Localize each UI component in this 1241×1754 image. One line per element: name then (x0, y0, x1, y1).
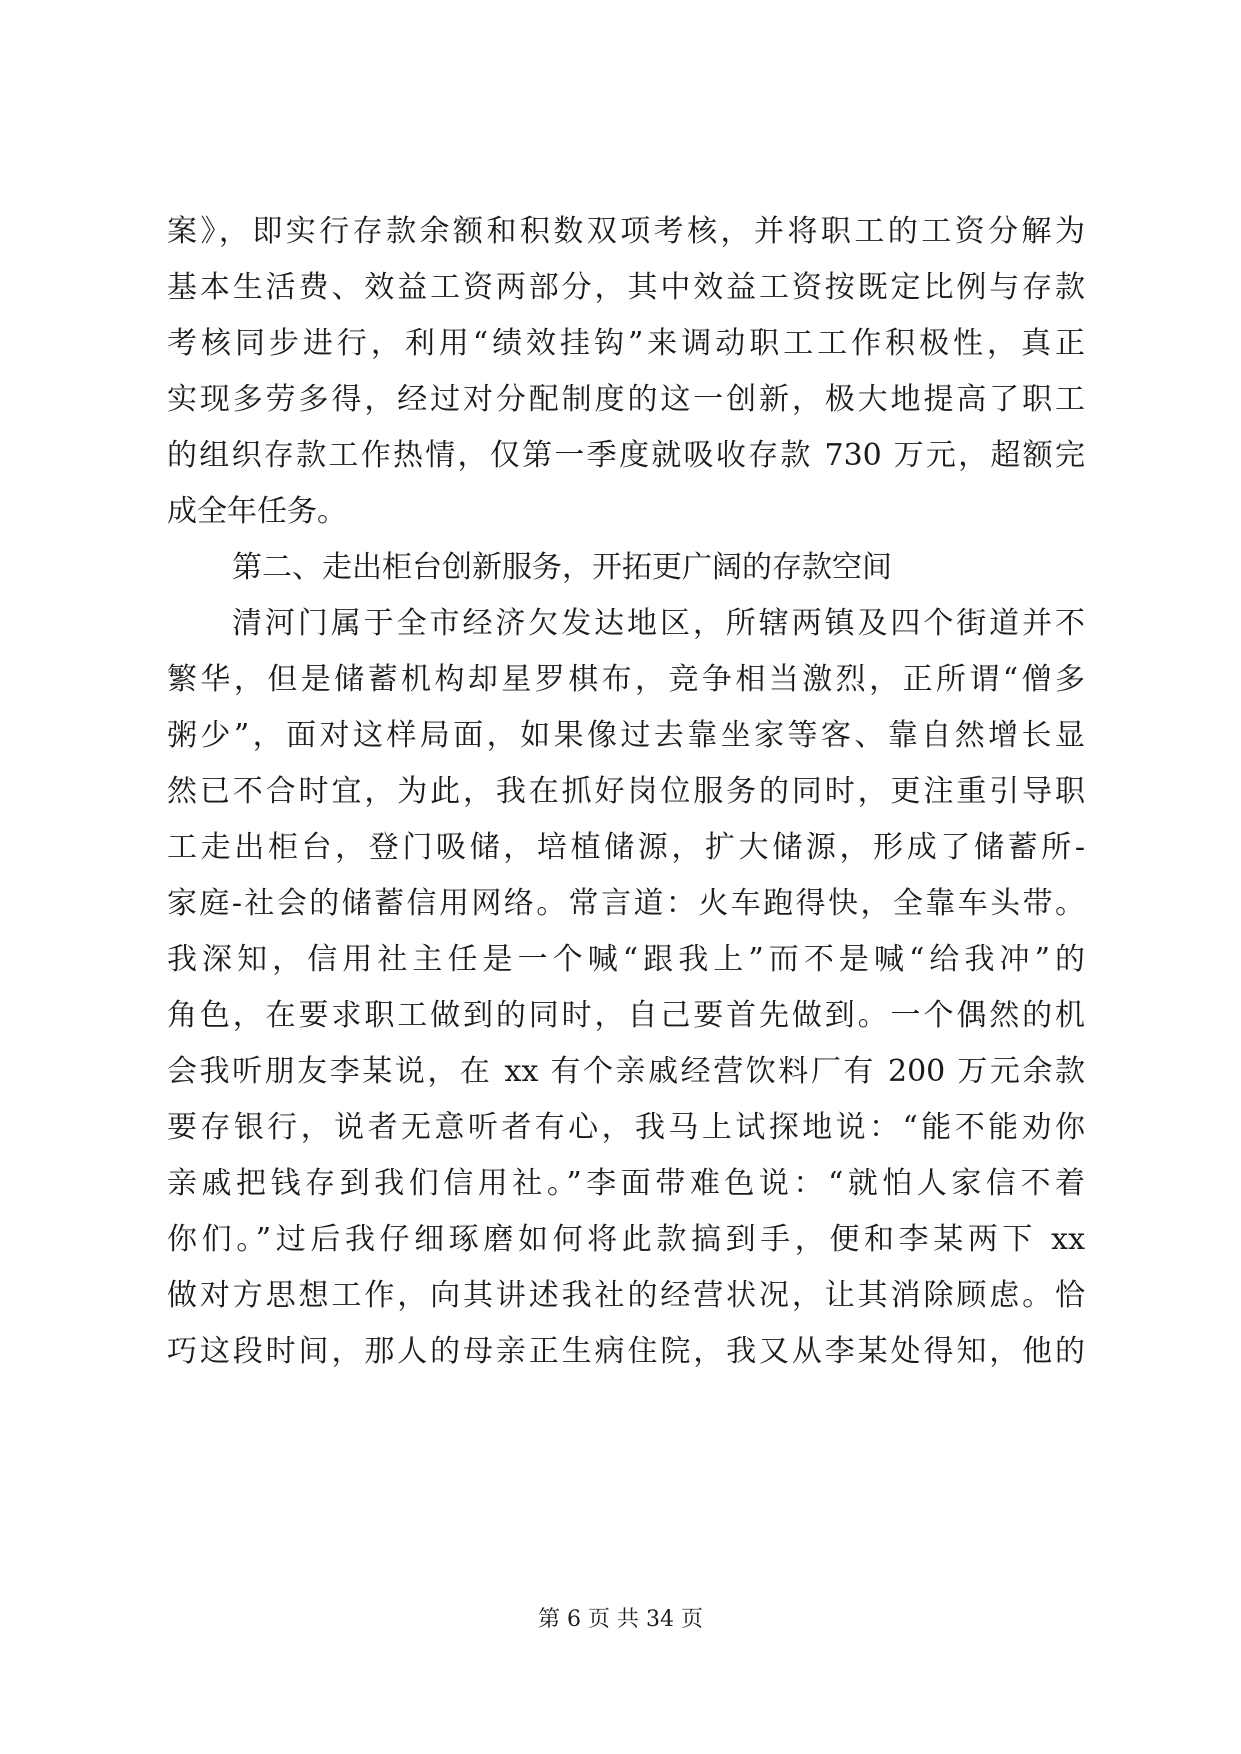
text-line: 实现多劳多得，经过对分配制度的这一创新，极大地提高了职工 (167, 382, 1085, 417)
text-line: 你们。”过后我仔细琢磨如何将此款搞到手，便和李某两下 xx (167, 1222, 1085, 1257)
text-line: 巧这段时间，那人的母亲正生病住院，我又从李某处得知，他的 (167, 1334, 1085, 1369)
text-line: 要存银行，说者无意听者有心，我马上试探地说：“能不能劝你 (167, 1110, 1085, 1145)
text-line: 繁华，但是储蓄机构却星罗棋布，竞争相当激烈，正所谓“僧多 (167, 662, 1085, 697)
text-line: 我深知，信用社主任是一个喊“跟我上”而不是喊“给我冲”的 (167, 942, 1085, 977)
text-line: 家庭-社会的储蓄信用网络。常言道：火车跑得快，全靠车头带。 (167, 886, 1085, 921)
text-line: 基本生活费、效益工资两部分，其中效益工资按既定比例与存款 (167, 270, 1085, 305)
text-line: 然已不合时宜，为此，我在抓好岗位服务的同时，更注重引导职 (167, 774, 1085, 809)
text-line: 粥少”，面对这样局面，如果像过去靠坐家等客、靠自然增长显 (167, 718, 1085, 753)
text-line: 考核同步进行，利用“绩效挂钩”来调动职工工作积极性，真正 (167, 326, 1085, 361)
text-line: 会我听朋友李某说，在 xx 有个亲戚经营饮料厂有 200 万元余款 (167, 1054, 1085, 1089)
page-number-footer: 第 6 页 共 34 页 (538, 1607, 703, 1632)
text-line: 的组织存款工作热情，仅第一季度就吸收存款 730 万元，超额完 (167, 438, 1085, 473)
text-line: 案》，即实行存款余额和积数双项考核，并将职工的工资分解为 (167, 214, 1085, 249)
text-line: 清河门属于全市经济欠发达地区，所辖两镇及四个街道并不 (232, 606, 1085, 641)
text-line: 工走出柜台，登门吸储，培植储源，扩大储源，形成了储蓄所- (167, 830, 1085, 865)
text-line: 亲戚把钱存到我们信用社。”李面带难色说：“就怕人家信不着 (167, 1166, 1085, 1201)
text-line: 成全年任务。 (167, 494, 347, 529)
text-line: 做对方思想工作，向其讲述我社的经营状况，让其消除顾虑。恰 (167, 1278, 1085, 1313)
section-heading: 第二、走出柜台创新服务，开拓更广阔的存款空间 (232, 550, 892, 585)
text-line: 角色，在要求职工做到的同时，自己要首先做到。一个偶然的机 (167, 998, 1085, 1033)
